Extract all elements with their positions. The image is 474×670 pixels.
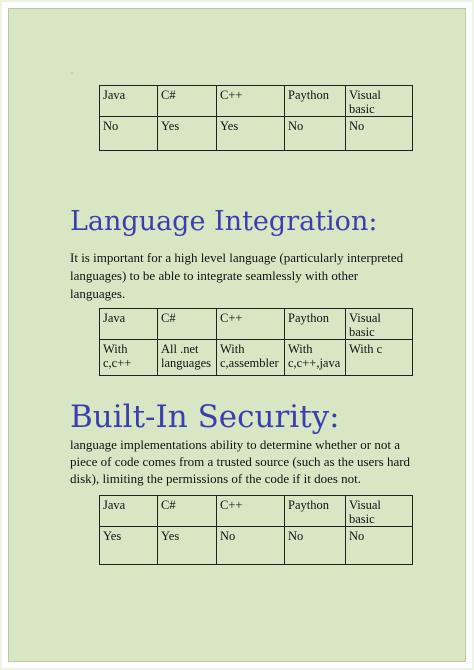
table-header-cell: Paython	[285, 309, 346, 340]
section-heading-language-integration: Language Integration:	[70, 206, 378, 237]
table-cell: With c,c++,java	[285, 340, 346, 376]
table-cell: With c,assembler	[217, 340, 285, 376]
table-header-cell: C#	[158, 309, 217, 340]
table-cell: Yes	[158, 527, 217, 565]
table-header-cell: C#	[158, 86, 217, 117]
table-cell: No	[285, 527, 346, 565]
stray-mark	[71, 72, 73, 74]
table-header-cell: C++	[217, 309, 285, 340]
table-header-cell: C++	[217, 86, 285, 117]
table-header-row	[100, 309, 413, 340]
table-header-row	[100, 86, 413, 117]
table-row	[100, 527, 413, 565]
table-header-cell: C++	[217, 496, 285, 527]
table-cell: Yes	[100, 527, 158, 565]
table-cell: All .net languages	[158, 340, 217, 376]
comparison-table-2	[99, 308, 413, 376]
table-cell: Yes	[217, 117, 285, 151]
section-paragraph-language-integration: It is important for a high level language (particularly interpreted languages) to be able to integrate seamlessly with other languages.	[70, 250, 404, 301]
table-cell: With c	[346, 340, 413, 376]
table-cell: No	[346, 117, 413, 151]
table-header-cell: Visual basic	[346, 309, 413, 340]
table-cell: No	[100, 117, 158, 151]
table-cell: With c,c++	[100, 340, 158, 376]
table-header-cell: Java	[100, 309, 158, 340]
table-cell: No	[285, 117, 346, 151]
table-cell: Yes	[158, 117, 217, 151]
table-row	[100, 117, 413, 151]
comparison-table-3	[99, 495, 413, 565]
table-header-cell: Paython	[285, 496, 346, 527]
section-paragraph-built-in-security: language implementations ability to determine whether or not a piece of code comes from a trusted source (such as the users hard disk), limiting the permissions of the code if it does not.	[70, 437, 411, 486]
table-header-cell: Visual basic	[346, 496, 413, 527]
table-header-cell: C#	[158, 496, 217, 527]
table-header-cell: Java	[100, 86, 158, 117]
table-row	[100, 340, 413, 376]
comparison-table-1	[99, 85, 413, 151]
table-header-cell: Visual basic	[346, 86, 413, 117]
section-heading-built-in-security: Built-In Security:	[70, 399, 340, 435]
table-cell: No	[346, 527, 413, 565]
table-header-row	[100, 496, 413, 527]
table-header-cell: Java	[100, 496, 158, 527]
table-header-cell: Paython	[285, 86, 346, 117]
table-cell: No	[217, 527, 285, 565]
